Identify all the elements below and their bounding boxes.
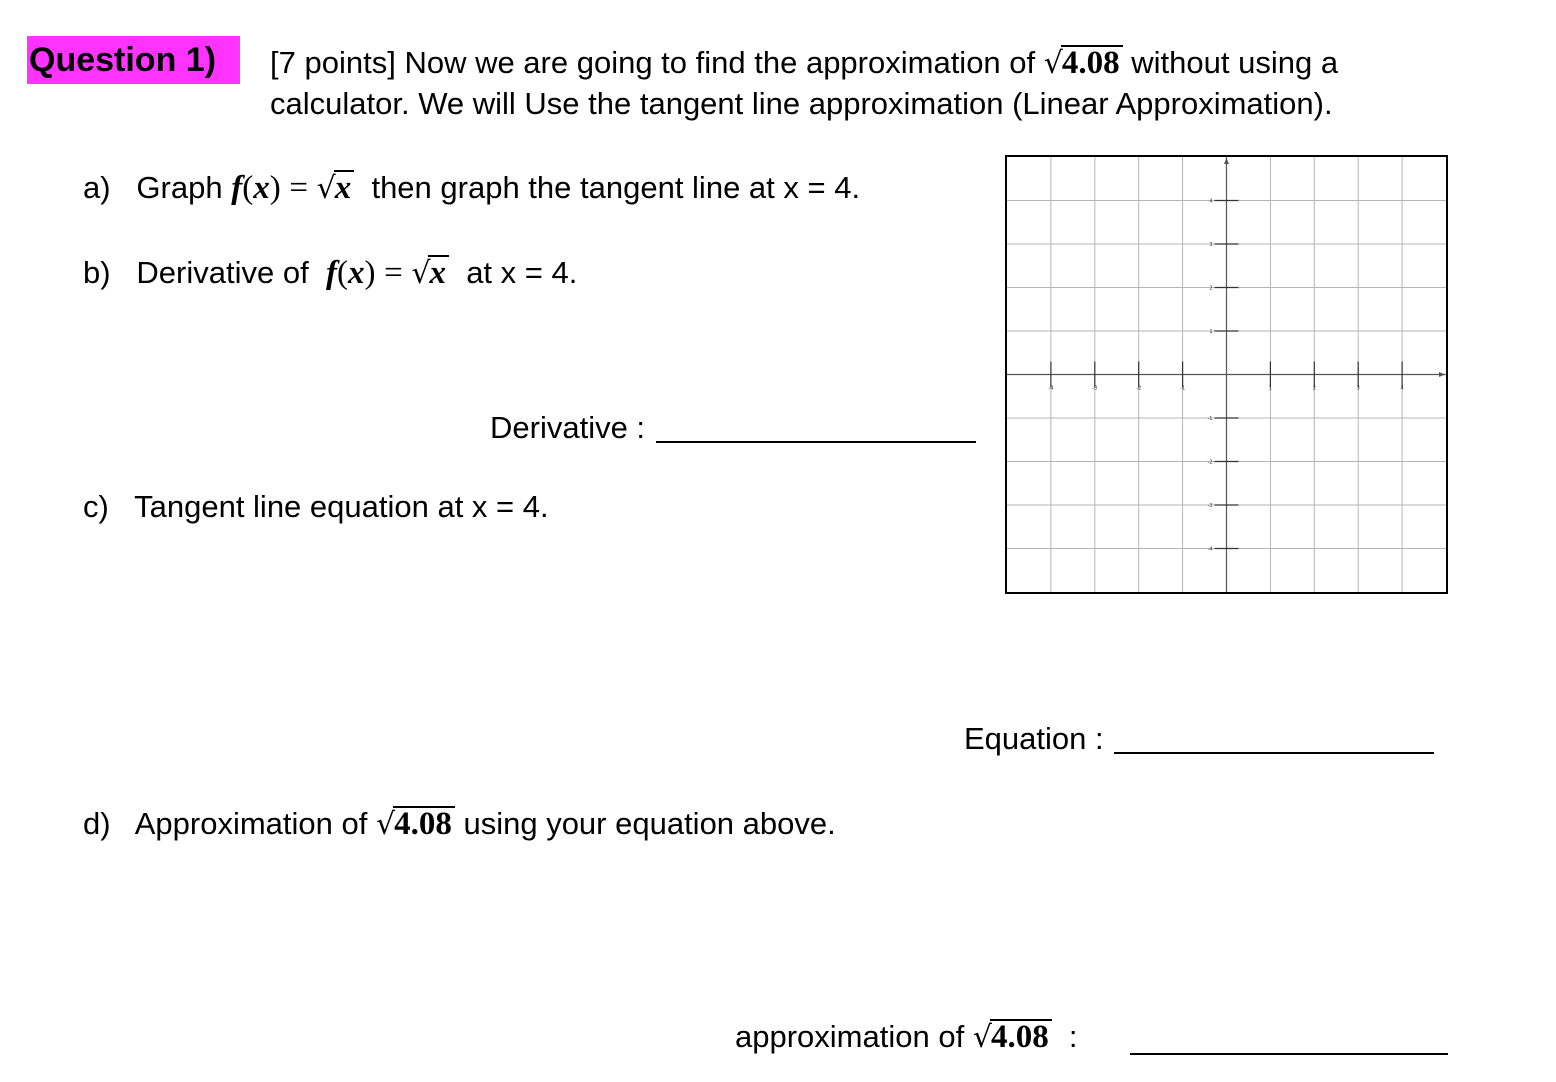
y-tick-label: 1 [1209, 329, 1213, 335]
part-b-text-after: at x = 4. [466, 255, 578, 290]
equation-label: Equation : [964, 721, 1104, 756]
sqrt-var: x [428, 255, 449, 289]
derivative-answer-line[interactable] [656, 441, 976, 443]
open-paren: ( [336, 255, 348, 291]
sqrt-expression [1044, 45, 1123, 82]
question-label [27, 36, 240, 84]
close-paren: ) [269, 170, 281, 206]
function-name: f [231, 170, 243, 206]
part-b [83, 255, 577, 292]
question-text-before: Now we are going to find the approximation of [404, 45, 1036, 80]
x-tick-label: 3 [1356, 385, 1360, 392]
question-label-text: Question 1) [29, 41, 217, 79]
equals-sign: = [289, 170, 308, 206]
radical-sign-icon: √ [375, 807, 396, 842]
x-tick-label: 2 [1312, 385, 1316, 392]
part-a-text-after: then graph the tangent line at x = 4. [371, 170, 861, 205]
graph-grid[interactable] [1005, 155, 1448, 594]
part-b-text-before: Derivative of [136, 255, 309, 290]
radical-sign-icon: √ [316, 171, 336, 206]
x-tick-label: 1 [1268, 385, 1272, 392]
y-tick-label: 4 [1209, 198, 1213, 205]
part-d-marker: d) [83, 806, 111, 841]
y-tick-label: -1 [1207, 416, 1213, 422]
y-axis-arrow-icon [1224, 158, 1229, 164]
part-b-marker: b) [83, 255, 111, 290]
question-line-1 [270, 45, 1338, 82]
y-tick-label: -3 [1207, 503, 1213, 509]
part-c-marker: c) [83, 489, 109, 524]
equation-answer-line[interactable] [1114, 752, 1434, 754]
part-d-text-after: using your equation above. [463, 806, 836, 841]
question-points: [7 points] [270, 45, 396, 80]
function-var: x [347, 255, 365, 291]
sqrt-var: x [334, 170, 355, 204]
y-tick-label: -2 [1207, 459, 1213, 466]
approximation-answer [735, 1019, 1078, 1056]
part-a-marker: a) [83, 170, 111, 205]
open-paren: ( [242, 170, 254, 206]
sqrt-expression [973, 1019, 1052, 1056]
part-d-text-before: Approximation of [134, 806, 368, 841]
approximation-answer-line[interactable] [1130, 1053, 1448, 1055]
radical-sign-icon: √ [972, 1020, 992, 1055]
part-d [83, 806, 836, 843]
y-tick-label: 2 [1209, 285, 1213, 292]
y-tick-label: 3 [1209, 242, 1213, 248]
close-paren: ) [364, 255, 376, 291]
grid-svg [1007, 157, 1446, 592]
sqrt-value: 4.08 [1061, 45, 1123, 79]
approx-colon: : [1068, 1019, 1078, 1054]
sqrt-value: 4.08 [990, 1019, 1052, 1053]
function-var: x [253, 170, 270, 206]
equals-sign: = [384, 255, 403, 291]
x-tick-label: 4 [1400, 385, 1404, 392]
sqrt-expression [411, 255, 449, 292]
x-tick-label: -2 [1136, 385, 1142, 392]
part-a-text-before: Graph [136, 170, 223, 205]
y-tick-label: -4 [1207, 546, 1213, 553]
question-text-after: without using a [1131, 45, 1339, 80]
sqrt-expression [376, 806, 455, 843]
radical-sign-icon: √ [1043, 46, 1063, 81]
part-a [83, 170, 860, 207]
part-c [83, 489, 549, 525]
question-line-2: calculator. We will Use the tangent line approximation (Linear Approximation). [270, 86, 1333, 121]
sqrt-expression [317, 170, 355, 207]
function-name: f [325, 255, 337, 291]
part-c-text: Tangent line equation at x = 4. [134, 489, 549, 524]
x-tick-label: -4 [1048, 385, 1054, 392]
sqrt-value: 4.08 [393, 806, 455, 840]
approx-label: approximation of [735, 1019, 965, 1054]
derivative-label: Derivative : [490, 410, 646, 445]
x-axis-arrow-icon [1439, 372, 1445, 377]
x-tick-label: -1 [1180, 385, 1186, 392]
radical-sign-icon: √ [411, 256, 431, 291]
x-tick-label: -3 [1092, 385, 1098, 392]
